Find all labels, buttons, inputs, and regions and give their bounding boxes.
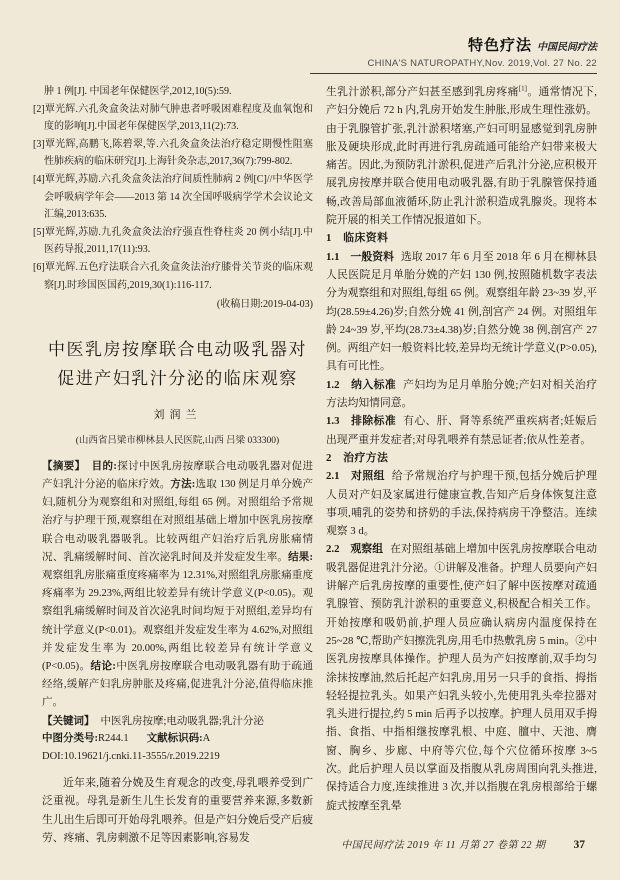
page-footer (0, 836, 620, 851)
clc-value: R244.1 (98, 733, 129, 745)
body-paragraph (326, 83, 597, 229)
abstract-label: 【摘要】 (42, 460, 86, 472)
paragraph-run-in-label: 1 临床资料 (326, 232, 389, 245)
abstract-segments (42, 461, 313, 709)
reference-item: [4]覃光辉,苏励.六孔灸盒灸法治疗间质性肺病 2 例[C]//中华医学会呼吸病学年会——2013 第 14 次全国呼吸病学学术会议论文汇编,2013:635. (33, 173, 313, 221)
footer-page-number: 37 (573, 839, 585, 851)
reference-list (33, 83, 313, 294)
paragraph-run-in-label: 1.3 排除标准 (326, 415, 397, 428)
header-rule (310, 73, 597, 74)
citation-superscript: [1] (518, 84, 527, 93)
paragraph-text: 在对照组基础上增加中医乳房按摩联合电动吸乳器促进乳汁分泌。①讲解及准备。护理人员要向产妇讲解产后乳房按摩的重要性,使产妇了解中医按摩对疏通乳腺管、预防乳汁淤积的重要意义,积极配合相关工作。开始按摩和吸奶前,护理人员应确认病房内温度保持在 25~28 ℃,帮助产妇擦洗乳房,用毛巾热敷乳房 5 min。②中医乳房按摩具体操作。护理人员为产妇按摩前,双手均匀涂抹按摩油,然后托起产妇乳房,用另一只手的食指、拇指轻轻提拉乳头。如果产妇乳头较小,先使用乳头牵拉器对乳头进行提拉,约 5 min 后再予以按摩。护理人员用双手拇指、食指、中指相继按摩乳根、中庭、膻中、天池、膺窗、胸乡、步廊、中府等穴位,每个穴位循环按摩 3~5 次。此后护理人员以掌面及指腹从乳房周围向乳头推进,保持适合力度,连续推进 3 次,并以指腹在乳房根部给于螺旋式按摩至乳晕 (326, 543, 597, 812)
paragraph-text: 。通常情况下,产妇分娩后 72 h 内,乳房开始发生肿胀,形成生理性涨奶。由于乳腺管扩张,乳汁淤积堵塞,产妇可明显感觉到乳房肿胀及硬块形成,此时再进行乳房疏通可能给产妇带来极大痛苦。因此,为预防乳汁淤积,促进产后乳汁分泌,应积极开展乳房按摩并联合使用电动吸乳器,有助于乳腺管保持通畅,改善局部血液循环,防止乳汁淤积造成乳腺炎。现将本院开展的相关工作情况报道如下。 (326, 86, 597, 227)
right-column (326, 83, 597, 847)
abstract-segment-label: 方法: (170, 478, 196, 490)
journal-name-cn: 中国民间疗法 (537, 42, 597, 53)
paragraph-text: 选取 2017 年 6 月至 2018 年 6 月在柳林县人民医院足月单胎分娩的产妇 130 例,按照随机数字表法分为观察组和对照组,每组 65 例。观察组年龄 23~39 岁,平均(28.59±4.26)岁;自然分娩 41 例,剖宫产 24 例。对照组年龄 24~39 岁,平均(28.73±4.38)岁;自然分娩 38 例,剖宫产 27 例。两组产妇一般资料比较,差异均无统计学意义(P>0.05),具有可比性。 (326, 250, 598, 373)
abstract-segment-text: 中医乳房按摩联合电动吸乳器有助于疏通经络,缓解产妇乳房肿胀及疼痛,促进乳汁分泌,值得临床推广。 (42, 660, 314, 709)
body-paragraph (326, 229, 597, 247)
abstract-segment (42, 552, 313, 672)
body-paragraph (326, 467, 597, 540)
paragraph-text: 生乳汁淤积,部分产妇甚至感到乳房疼痛 (326, 86, 519, 98)
abstract-segment-label: 结论: (90, 660, 116, 672)
reference-item: 肿 1 例[J]. 中国老年保健医学,2012,10(5):59. (44, 86, 232, 97)
paragraph-text: 给予常规治疗与护理干预,包括分娩后护理人员对产妇及家属进行健康宣教,告知产后身体恢复注意事项,哺乳的姿势和挤奶的手法,保持病房干净整洁。连续观察 3 d。 (326, 470, 597, 538)
body-paragraph (326, 376, 597, 413)
abstract-segment-label: 目的: (91, 460, 117, 472)
body-paragraph (326, 248, 597, 376)
section-label: 特色疗法 (467, 37, 532, 54)
body-paragraph (326, 449, 597, 467)
author-name: 刘润兰 (153, 408, 202, 421)
article-title (42, 335, 313, 393)
abstract (42, 458, 313, 713)
keywords-line (42, 713, 313, 731)
reference-item: [6]覃光辉.五色疗法联合六孔灸盒灸法治疗膝骨关节炎的临床观察[J].时珍国医国药,2019,30(1):116-117. (33, 261, 313, 291)
left-column (33, 83, 314, 847)
two-column-layout (33, 83, 598, 847)
clc-label: 中图分类号: (42, 733, 98, 745)
keywords-label: 【关键词】 (42, 715, 95, 727)
article-title-line1: 中医乳房按摩联合电动吸乳器对 (48, 339, 307, 359)
author-affiliation: (山西省吕梁市柳林县人民医院,山西 吕梁 033300) (75, 435, 280, 446)
received-date: (收稿日期:2019-04-03) (216, 299, 313, 311)
doi-line: DOI:10.19621/j.cnki.11-3555/r.2019.2219 (42, 751, 220, 763)
classification-line (42, 730, 313, 748)
reference-item: [5]覃光辉,苏励.九孔灸盒灸法治疗强直性脊柱炎 20 例小结[J].中医药导报,2011,17(11):93. (33, 226, 313, 256)
abstract-segment-text: 观察组乳房胀痛重度疼痛率为 12.31%,对照组乳房胀痛重度疼痛率为 29.23%,两组比较差异有统计学意义(P<0.05)。观察组乳痛缓解时间及首次泌乳时间均短于对照组,差异均有统计学意义(P<0.01)。观察组并发症发生率为 4.62%,对照组并发症发生率为 20.00%,两组比较差异有统计学意义(P<0.05)。 (42, 569, 313, 672)
paragraph-run-in-label: 1.1 一般资料 (326, 250, 395, 263)
paragraph-run-in-label: 2 治疗方法 (326, 451, 389, 464)
body-paragraph (326, 412, 597, 449)
footer-journal-info: 中国民间疗法 2019 年 11 月第 27 卷第 22 期 (341, 840, 546, 851)
paragraph-run-in-label: 2.1 对照组 (326, 470, 385, 483)
intro-paragraph: 近年来,随着分娩及生育观念的改变,母乳喂养受到广泛重视。母乳是新生儿生长发育的重要营养来源,多数新生儿出生后即可开始母乳喂养。但是产妇分娩后受产后疲劳、疼痛、乳房刺激不足等因素影响,容易发 (42, 776, 313, 844)
paragraph-text: 产妇均为足月单胎分娩;产妇对相关治疗方法均知情同意。 (326, 378, 598, 410)
abstract-segment-text: 选取 130 例足月单分娩产妇,随机分为观察组和对照组,每组 65 例。对照组给予常规治疗与护理干预,观察组在对照组基础上增加中医乳房按摩联合电动吸乳器吸乳。比较两组产妇治疗后乳房胀痛情况、乳痛缓解时间、首次泌乳时间及并发症发生率。 (42, 478, 314, 563)
doc-code-label: 文献标识码: (146, 733, 203, 745)
body-paragraph (326, 540, 597, 814)
running-head (42, 34, 597, 55)
paragraph-run-in-label: 1.2 纳入标准 (326, 378, 397, 391)
paragraph-text: 有心、肝、肾等系统严重疾病者;妊娠后出现严重并发症者;对母乳喂养有禁忌证者;依从性差者。 (326, 415, 598, 446)
page-header (42, 0, 597, 74)
abstract-segment-text: 探讨中医乳房按摩联合电动吸乳器对促进产妇乳汁分泌的临床疗效。 (42, 460, 314, 490)
abstract-segment (42, 479, 313, 563)
journal-name-en: CHINA'S NATUROPATHY,Nov. 2019,Vol. 27 No. 22 (367, 58, 597, 69)
reference-item: [3]覃光辉,高鹏飞,陈碧翠,等.六孔灸盒灸法治疗稳定期慢性阻塞性肺疾病的临床研究[J].上海针灸杂志,2017,36(7):799-802. (33, 138, 313, 168)
paragraph-run-in-label: 2.2 观察组 (326, 543, 384, 556)
keywords-text: 中医乳房按摩;电动吸乳器;乳汁分泌 (100, 715, 264, 727)
reference-item: [2]覃光辉.六孔灸盒灸法对肺气肿患者呼吸困难程度及血氧饱和度的影响[J].中国老年保健医学,2013,11(2):73. (33, 103, 313, 133)
doc-code-value: A (202, 733, 211, 745)
abstract-segment-label: 结果: (288, 551, 314, 563)
article-title-line2: 促进产妇乳汁分泌的临床观察 (57, 368, 298, 388)
